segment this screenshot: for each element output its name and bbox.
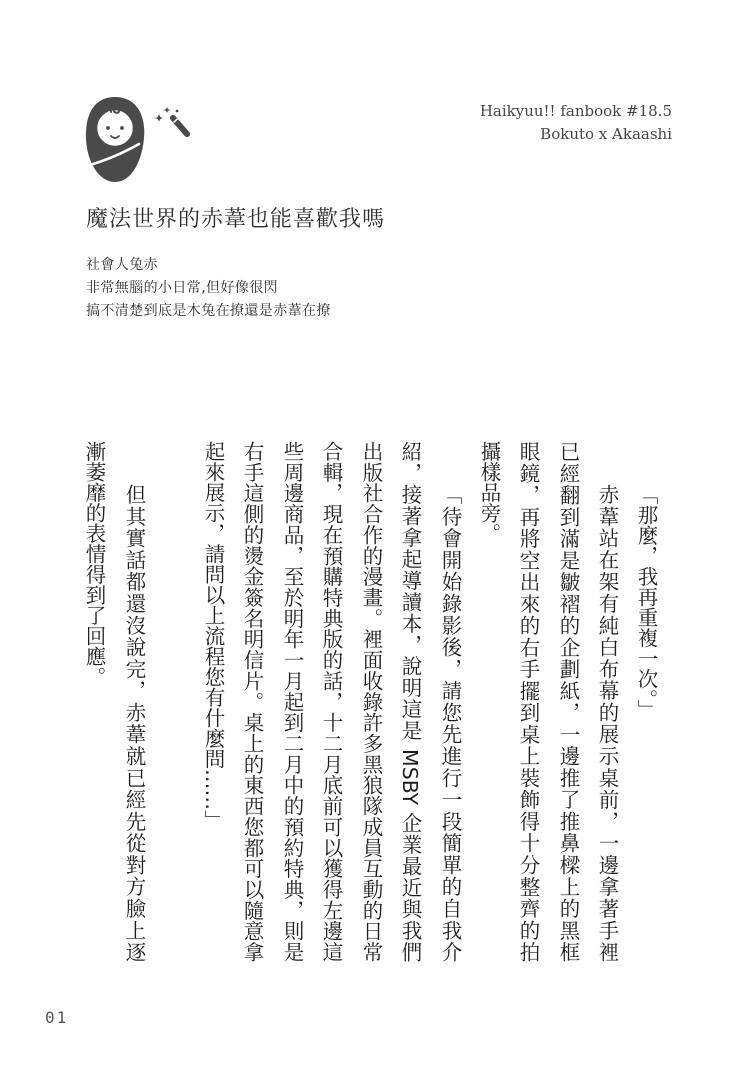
- sparkle-icon: [154, 113, 164, 123]
- text-column: 已經翻到滿是皺褶的企劃紙，一邊推了推鼻樑上的黑框: [556, 441, 580, 962]
- text-column: 「待會開始錄影後，請您先進行一段簡單的自我介: [438, 484, 462, 962]
- sparkle-dot-icon: [176, 110, 179, 113]
- text-column: 但其實話都還沒說完，赤葦就已經先從對方臉上逐: [122, 484, 146, 962]
- page-number: 01: [45, 1008, 69, 1027]
- magic-wand-icon: [152, 104, 194, 144]
- text-column: 出版社合作的漫畫。裡面收錄許多黑狼隊成員互動的日常: [359, 441, 383, 962]
- sparkle-icon: [163, 106, 171, 114]
- summary-line: 搞不清楚到底是木兔在撩還是赤葦在撩: [86, 303, 331, 319]
- text-column: 合輯，現在預購特典版的話，十二月底前可以獲得左邊這: [319, 441, 343, 962]
- swaddled-baby-icon: [80, 94, 150, 184]
- summary-line: 非常無腦的小日常,但好像很閃: [86, 280, 279, 296]
- summary-line: 社會人兔赤: [86, 257, 158, 273]
- text-column: 右手這側的燙金簽名明信片。桌上的東西您都可以隨意拿: [240, 441, 264, 962]
- text-column: 攝樣品旁。: [477, 441, 501, 544]
- text-column: 起來展示，請問以上流程您有什麼問……」: [201, 441, 225, 831]
- pairing-label: Bokuto x Akaashi: [540, 125, 672, 143]
- series-label: Haikyuu!! fanbook #18.5: [479, 102, 672, 120]
- story-title: 魔法世界的赤葦也能喜歡我嗎: [86, 207, 386, 232]
- text-column: 赤葦站在架有純白布幕的展示桌前，一邊拿著手裡: [595, 484, 619, 962]
- text-column: 「那麼，我再重複一次。」: [634, 484, 658, 720]
- text-column: 漸萎靡的表情得到了回應。: [82, 441, 106, 687]
- book-header: [480, 100, 672, 146]
- text-column: 眼鏡，再將空出來的右手擺到桌上裝飾得十分整齊的拍: [516, 441, 540, 962]
- story-summary: [86, 254, 331, 323]
- text-column: 紹，接著拿起導讀本，說明這是 MSBY 企業最近與我們: [398, 441, 422, 962]
- text-column: 些周邊商品，至於明年一月起到二月中的預約特典，則是: [280, 441, 304, 962]
